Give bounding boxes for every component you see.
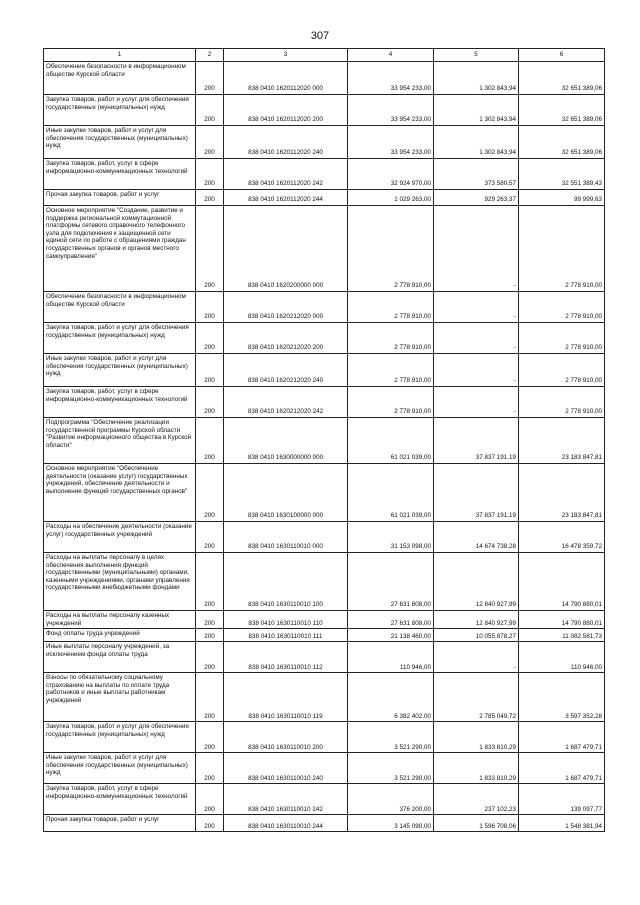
cell-c6: 23 183 847,81 xyxy=(519,464,605,522)
cell-name: Обеспечение безопасности в информационном обществе Курской области xyxy=(44,62,196,95)
cell-c6: 23 183 847,81 xyxy=(519,418,605,464)
cell-c4: 27 631 808,00 xyxy=(348,553,434,611)
cell-grbs: 200 xyxy=(196,464,224,522)
cell-c6: 110 946,00 xyxy=(519,642,605,673)
cell-c6: 2 778 910,00 xyxy=(519,323,605,354)
cell-c4: 2 778 910,00 xyxy=(348,323,434,354)
cell-c6: 32 551 389,43 xyxy=(519,159,605,190)
cell-c6: 14 790 880,01 xyxy=(519,553,605,611)
cell-grbs: 200 xyxy=(196,784,224,815)
column-header: 6 xyxy=(519,49,605,62)
table-body xyxy=(44,62,605,832)
cell-c6: 1 687 479,71 xyxy=(519,753,605,784)
cell-name: Прочая закупка товаров, работ и услуг xyxy=(44,815,196,832)
cell-c5: - xyxy=(434,206,519,292)
cell-grbs: 200 xyxy=(196,62,224,95)
cell-c4: 2 778 910,00 xyxy=(348,206,434,292)
cell-c5: 1 302 843,94 xyxy=(434,126,519,159)
cell-c4: 2 778 910,00 xyxy=(348,387,434,418)
cell-name: Основное мероприятие "Обеспечение деятельности (оказание услуг) государственных учреждений, обеспечение деятельности и выполнение функций государственных органов" xyxy=(44,464,196,522)
cell-grbs: 200 xyxy=(196,753,224,784)
cell-c6: 2 778 910,00 xyxy=(519,354,605,387)
cell-grbs: 200 xyxy=(196,553,224,611)
column-header: 4 xyxy=(348,49,434,62)
cell-c6: 32 651 389,06 xyxy=(519,62,605,95)
cell-c6: 32 651 389,06 xyxy=(519,126,605,159)
table-row xyxy=(44,387,605,418)
cell-c5: - xyxy=(434,323,519,354)
table-header-row xyxy=(44,49,605,62)
cell-code: 838 0410 1630110010 110 xyxy=(224,611,348,629)
cell-name: Закупка товаров, работ и услуг для обеспечения государственных (муниципальных) нужд xyxy=(44,95,196,126)
cell-c5: 37 837 191,19 xyxy=(434,418,519,464)
budget-table xyxy=(43,48,605,832)
cell-code: 838 0410 1630110010 000 xyxy=(224,522,348,553)
cell-name: Закупка товаров, работ и услуг для обеспечения государственных (муниципальных) нужд xyxy=(44,722,196,753)
cell-code: 838 0410 1620212020 200 xyxy=(224,323,348,354)
table-row xyxy=(44,642,605,673)
cell-grbs: 200 xyxy=(196,611,224,629)
cell-c5: 12 840 927,99 xyxy=(434,553,519,611)
table-row xyxy=(44,553,605,611)
cell-name: Закупка товаров, работ, услуг в сфере информационно-коммуникационных технологий xyxy=(44,387,196,418)
cell-code: 838 0410 1630110010 111 xyxy=(224,629,348,642)
cell-c6: 2 778 910,00 xyxy=(519,206,605,292)
cell-name: Иные выплаты персоналу учреждений, за исключением фонда оплаты труда xyxy=(44,642,196,673)
cell-code: 838 0410 1620200000 000 xyxy=(224,206,348,292)
cell-c4: 376 200,00 xyxy=(348,784,434,815)
table-row xyxy=(44,629,605,642)
cell-code: 838 0410 1620112020 240 xyxy=(224,126,348,159)
table-row xyxy=(44,159,605,190)
cell-c6: 2 778 910,00 xyxy=(519,292,605,323)
cell-c4: 32 924 970,00 xyxy=(348,159,434,190)
table-row xyxy=(44,206,605,292)
cell-c4: 1 029 263,00 xyxy=(348,190,434,206)
cell-c4: 21 138 460,00 xyxy=(348,629,434,642)
cell-name: Иные закупки товаров, работ и услуг для обеспечения государственных (муниципальных) нужд xyxy=(44,126,196,159)
cell-c5: - xyxy=(434,354,519,387)
cell-c6: 2 778 910,00 xyxy=(519,387,605,418)
cell-name: Закупка товаров, работ, услуг в сфере информационно-коммуникационных технологий xyxy=(44,784,196,815)
cell-code: 838 0410 1630100000 000 xyxy=(224,464,348,522)
cell-grbs: 200 xyxy=(196,629,224,642)
cell-c4: 61 021 039,00 xyxy=(348,418,434,464)
cell-grbs: 200 xyxy=(196,95,224,126)
cell-code: 838 0410 1630110010 100 xyxy=(224,553,348,611)
cell-grbs: 200 xyxy=(196,642,224,673)
cell-c4: 6 382 402,00 xyxy=(348,673,434,722)
cell-c5: 1 302 843,94 xyxy=(434,62,519,95)
cell-c5: 12 840 927,99 xyxy=(434,611,519,629)
cell-c4: 33 954 233,00 xyxy=(348,126,434,159)
cell-name: Обеспечение безопасности в информационном обществе Курской области xyxy=(44,292,196,323)
cell-c5: 1 833 810,29 xyxy=(434,722,519,753)
cell-code: 838 0410 1630110010 200 xyxy=(224,722,348,753)
cell-code: 838 0410 1630110010 119 xyxy=(224,673,348,722)
cell-c5: 2 785 049,72 xyxy=(434,673,519,722)
cell-c4: 3 521 290,00 xyxy=(348,722,434,753)
cell-code: 838 0410 1620212020 240 xyxy=(224,354,348,387)
cell-grbs: 200 xyxy=(196,323,224,354)
cell-c6: 14 790 880,01 xyxy=(519,611,605,629)
table-row xyxy=(44,354,605,387)
cell-name: Иные закупки товаров, работ и услуг для обеспечения государственных (муниципальных) нужд xyxy=(44,753,196,784)
cell-code: 838 0410 1630110010 240 xyxy=(224,753,348,784)
cell-c6: 1 548 381,94 xyxy=(519,815,605,832)
cell-c5: - xyxy=(434,642,519,673)
cell-grbs: 200 xyxy=(196,522,224,553)
cell-name: Подпрограмма "Обеспечение реализации государственной программы Курской области "Развитие информационного общества в Курской области" xyxy=(44,418,196,464)
cell-c6: 3 597 352,28 xyxy=(519,673,605,722)
cell-c4: 33 954 233,00 xyxy=(348,62,434,95)
cell-c5: 14 674 738,28 xyxy=(434,522,519,553)
cell-c5: 237 102,23 xyxy=(434,784,519,815)
cell-c6: 11 082 581,73 xyxy=(519,629,605,642)
cell-name: Прочая закупка товаров, работ и услуг xyxy=(44,190,196,206)
cell-grbs: 200 xyxy=(196,354,224,387)
column-header: 2 xyxy=(196,49,224,62)
cell-grbs: 200 xyxy=(196,673,224,722)
cell-c5: 1 302 843,94 xyxy=(434,95,519,126)
cell-c6: 139 097,77 xyxy=(519,784,605,815)
table-row xyxy=(44,753,605,784)
cell-grbs: 200 xyxy=(196,722,224,753)
cell-code: 838 0410 1630110010 244 xyxy=(224,815,348,832)
table-row xyxy=(44,323,605,354)
table-row xyxy=(44,418,605,464)
column-header: 3 xyxy=(224,49,348,62)
cell-c6: 16 478 359,72 xyxy=(519,522,605,553)
cell-c4: 3 521 290,00 xyxy=(348,753,434,784)
cell-grbs: 200 xyxy=(196,815,224,832)
cell-name: Закупка товаров, работ, услуг в сфере информационно-коммуникационных технологий xyxy=(44,159,196,190)
cell-code: 838 0410 1620112020 200 xyxy=(224,95,348,126)
table-row xyxy=(44,62,605,95)
cell-c5: 37 837 191,19 xyxy=(434,464,519,522)
column-header: 1 xyxy=(44,49,196,62)
cell-c4: 33 954 233,00 xyxy=(348,95,434,126)
cell-grbs: 200 xyxy=(196,418,224,464)
page-number: 307 xyxy=(310,30,330,42)
cell-c4: 3 145 090,00 xyxy=(348,815,434,832)
cell-name: Фонд оплаты труда учреждений xyxy=(44,629,196,642)
cell-c4: 2 778 910,00 xyxy=(348,354,434,387)
cell-grbs: 200 xyxy=(196,190,224,206)
cell-grbs: 200 xyxy=(196,159,224,190)
table-row xyxy=(44,292,605,323)
table-row xyxy=(44,126,605,159)
table-row xyxy=(44,815,605,832)
cell-name: Расходы на обеспечение деятельности (оказание услуг) государственных учреждений xyxy=(44,522,196,553)
cell-c4: 110 946,00 xyxy=(348,642,434,673)
cell-c5: - xyxy=(434,292,519,323)
cell-c6: 99 999,63 xyxy=(519,190,605,206)
cell-code: 838 0410 1620112020 000 xyxy=(224,62,348,95)
cell-c5: 373 580,57 xyxy=(434,159,519,190)
table-row xyxy=(44,611,605,629)
table-row xyxy=(44,190,605,206)
cell-grbs: 200 xyxy=(196,292,224,323)
cell-code: 838 0410 1630000000 000 xyxy=(224,418,348,464)
cell-c6: 1 687 479,71 xyxy=(519,722,605,753)
cell-grbs: 200 xyxy=(196,126,224,159)
cell-code: 838 0410 1620112020 242 xyxy=(224,159,348,190)
cell-grbs: 200 xyxy=(196,206,224,292)
cell-c5: 10 055 878,27 xyxy=(434,629,519,642)
cell-c5: - xyxy=(434,387,519,418)
cell-code: 838 0410 1630110010 242 xyxy=(224,784,348,815)
table-row xyxy=(44,673,605,722)
cell-name: Расходы на выплаты персоналу казенных учреждений xyxy=(44,611,196,629)
cell-c5: 1 833 810,29 xyxy=(434,753,519,784)
table-row xyxy=(44,522,605,553)
cell-name: Закупка товаров, работ и услуг для обеспечения государственных (муниципальных) нужд xyxy=(44,323,196,354)
cell-name: Взносы по обязательному социальному страхованию на выплаты по оплате труда работников и иные выплаты работникам учреждений xyxy=(44,673,196,722)
table-row xyxy=(44,95,605,126)
table-row xyxy=(44,722,605,753)
cell-c4: 61 021 039,00 xyxy=(348,464,434,522)
cell-c4: 31 153 098,00 xyxy=(348,522,434,553)
cell-c6: 32 651 389,06 xyxy=(519,95,605,126)
cell-code: 838 0410 1620212020 000 xyxy=(224,292,348,323)
cell-c4: 27 631 808,00 xyxy=(348,611,434,629)
cell-name: Расходы на выплаты персоналу в целях обеспечения выполнения функций государственными (муниципальными) органами, казенными учреждениями, органами управления государственными внебюджетными фондами xyxy=(44,553,196,611)
cell-c4: 2 778 910,00 xyxy=(348,292,434,323)
column-header: 5 xyxy=(434,49,519,62)
cell-c5: 929 263,37 xyxy=(434,190,519,206)
cell-code: 838 0410 1620212020 242 xyxy=(224,387,348,418)
cell-name: Иные закупки товаров, работ и услуг для обеспечения государственных (муниципальных) нужд xyxy=(44,354,196,387)
cell-name: Основное мероприятие "Создание, развитие и поддержка региональной коммутационной платформы сетевого справочного телефонного узла для подключения к защищенной сети единой сети по работе с обращениями граждан государственных органов и органов местного самоуправления" xyxy=(44,206,196,292)
table-row xyxy=(44,464,605,522)
cell-c5: 1 596 708,06 xyxy=(434,815,519,832)
cell-grbs: 200 xyxy=(196,387,224,418)
cell-code: 838 0410 1630110010 112 xyxy=(224,642,348,673)
table-row xyxy=(44,784,605,815)
cell-code: 838 0410 1620112020 244 xyxy=(224,190,348,206)
